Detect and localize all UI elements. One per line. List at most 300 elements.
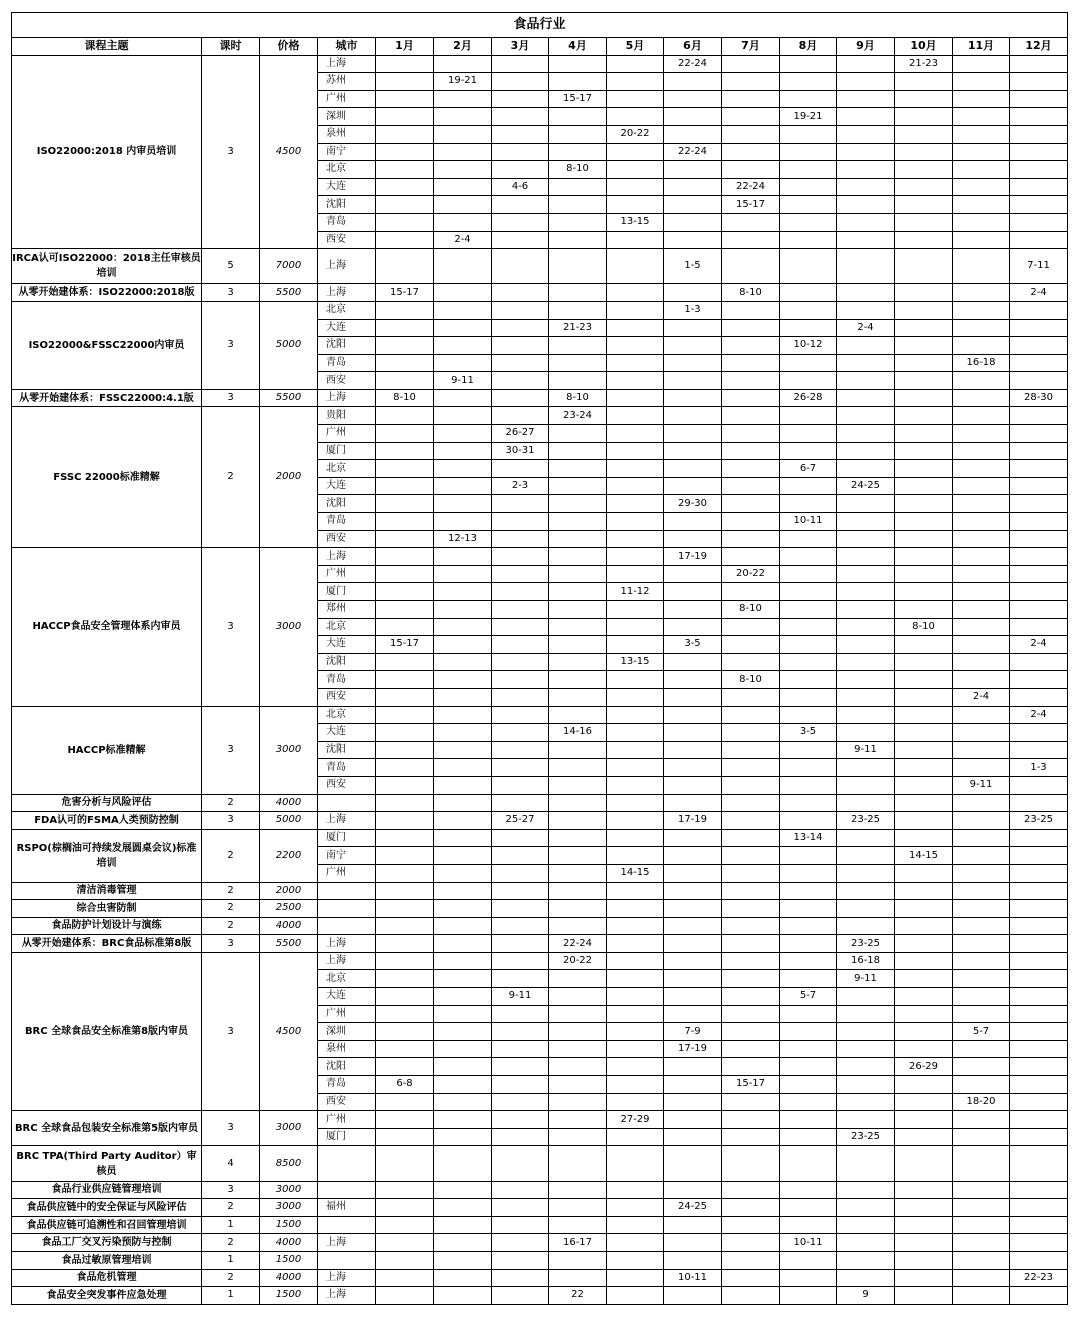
date-cell [376,829,434,847]
date-cell [780,1111,837,1129]
date-cell [664,1181,722,1199]
date-cell [376,513,434,531]
date-cell [780,1269,837,1287]
course-name: 食品行业供应链管理培训 [12,1181,202,1199]
date-cell [376,1005,434,1023]
city-cell: 西安 [318,231,376,249]
date-cell [434,618,492,636]
date-cell [549,108,607,126]
date-cell [549,565,607,583]
date-cell [722,1287,780,1305]
course-price: 2200 [260,829,318,882]
date-cell [376,161,434,179]
date-cell [434,1251,492,1269]
date-cell [837,583,895,601]
date-cell [664,671,722,689]
course-hours: 2 [202,407,260,548]
date-cell [780,847,837,865]
date-cell: 19-21 [434,73,492,91]
date-cell [434,442,492,460]
date-cell [664,513,722,531]
date-cell [953,319,1010,337]
date-cell [664,1058,722,1076]
date-cell [895,337,953,355]
city-cell: 上海 [318,935,376,953]
date-cell: 21-23 [549,319,607,337]
date-cell: 6-8 [376,1076,434,1094]
date-cell [664,1216,722,1234]
date-cell [607,284,664,302]
date-cell [549,636,607,654]
date-cell [953,1287,1010,1305]
date-cell [607,812,664,830]
date-cell [664,759,722,777]
date-cell [664,161,722,179]
date-cell [780,1005,837,1023]
date-cell [549,829,607,847]
date-cell [664,425,722,443]
column-header: 6月 [664,38,722,56]
date-cell [549,337,607,355]
date-cell: 30-31 [492,442,549,460]
date-cell: 22-24 [549,935,607,953]
date-cell [549,847,607,865]
date-cell [434,1111,492,1129]
table-row [12,1181,1068,1199]
date-cell [780,1128,837,1146]
date-cell [376,794,434,812]
date-cell [607,249,664,284]
date-cell [953,73,1010,91]
date-cell [722,706,780,724]
date-cell [1010,530,1068,548]
date-cell [953,864,1010,882]
date-cell [895,354,953,372]
date-cell [722,407,780,425]
date-cell [780,178,837,196]
course-name: 从零开始建体系：FSSC22000:4.1版 [12,389,202,407]
date-cell: 16-18 [837,952,895,970]
date-cell [780,618,837,636]
date-cell [780,143,837,161]
date-cell [492,495,549,513]
date-cell: 8-10 [722,601,780,619]
date-cell [1010,301,1068,319]
date-cell [1010,477,1068,495]
date-cell: 6-7 [780,460,837,478]
course-price: 2000 [260,882,318,900]
date-cell [1010,970,1068,988]
date-cell [895,917,953,935]
date-cell [780,372,837,390]
date-cell [953,653,1010,671]
date-cell [837,55,895,73]
date-cell [492,1111,549,1129]
date-cell: 24-25 [837,477,895,495]
date-cell [492,213,549,231]
course-name: ISO22000&FSSC22000内审员 [12,301,202,389]
date-cell [837,354,895,372]
date-cell [780,935,837,953]
date-cell [837,495,895,513]
date-cell [607,460,664,478]
date-cell [1010,565,1068,583]
date-cell [837,90,895,108]
date-cell [492,372,549,390]
date-cell: 14-15 [607,864,664,882]
date-cell [895,935,953,953]
date-cell [1010,319,1068,337]
date-cell [837,196,895,214]
course-hours: 1 [202,1287,260,1305]
city-cell: 沈阳 [318,495,376,513]
date-cell [780,530,837,548]
table-row [12,1111,1068,1129]
course-price: 1500 [260,1287,318,1305]
date-cell [549,548,607,566]
date-cell [549,618,607,636]
date-cell [780,1181,837,1199]
course-price: 2000 [260,407,318,548]
date-cell [434,284,492,302]
date-cell [780,407,837,425]
date-cell [837,1181,895,1199]
date-cell [607,970,664,988]
date-cell [607,794,664,812]
date-cell [664,1005,722,1023]
course-hours: 2 [202,829,260,882]
date-cell [492,741,549,759]
course-name: 食品过敏原管理培训 [12,1251,202,1269]
city-cell: 大连 [318,636,376,654]
date-cell [376,1181,434,1199]
date-cell [607,477,664,495]
date-cell [953,1251,1010,1269]
course-name: BRC 全球食品包装安全标准第5版内审员 [12,1111,202,1146]
date-cell [376,653,434,671]
date-cell [607,55,664,73]
date-cell [492,1093,549,1111]
date-cell: 19-21 [780,108,837,126]
date-cell [953,284,1010,302]
date-cell [434,794,492,812]
date-cell [722,741,780,759]
date-cell [664,952,722,970]
table-row [12,55,1068,73]
date-cell [780,442,837,460]
date-cell [664,90,722,108]
course-hours: 1 [202,1216,260,1234]
date-cell [895,900,953,918]
date-cell [953,829,1010,847]
date-cell [895,988,953,1006]
date-cell [434,90,492,108]
date-cell [607,724,664,742]
date-cell [953,935,1010,953]
date-cell [492,319,549,337]
date-cell: 9-11 [492,988,549,1006]
date-cell [376,196,434,214]
date-cell [376,460,434,478]
date-cell [492,1181,549,1199]
date-cell [492,55,549,73]
header-row [12,38,1068,56]
date-cell: 22-23 [1010,1269,1068,1287]
date-cell [664,460,722,478]
date-cell [722,952,780,970]
date-cell [607,231,664,249]
city-cell: 青岛 [318,513,376,531]
date-cell: 13-15 [607,213,664,231]
date-cell [376,864,434,882]
course-name: 从零开始建体系：ISO22000:2018版 [12,284,202,302]
date-cell [837,1146,895,1181]
table-row [12,284,1068,302]
date-cell [722,988,780,1006]
course-price: 4500 [260,952,318,1110]
date-cell [722,161,780,179]
city-cell: 上海 [318,249,376,284]
date-cell [664,741,722,759]
date-cell [953,125,1010,143]
date-cell [607,1040,664,1058]
date-cell: 15-17 [722,1076,780,1094]
date-cell [492,618,549,636]
date-cell [376,1093,434,1111]
course-name: 从零开始建体系：BRC食品标准第8版 [12,935,202,953]
column-header: 城市 [318,38,376,56]
date-cell [1010,1146,1068,1181]
date-cell [376,706,434,724]
city-cell: 深圳 [318,1023,376,1041]
date-cell [492,1287,549,1305]
date-cell [492,1234,549,1252]
date-cell [1010,231,1068,249]
city-cell: 上海 [318,284,376,302]
date-cell [837,1111,895,1129]
date-cell [895,1040,953,1058]
date-cell [607,90,664,108]
date-cell [434,601,492,619]
date-cell [376,900,434,918]
table-row [12,548,1068,566]
date-cell [837,988,895,1006]
date-cell: 1-5 [664,249,722,284]
date-cell [780,583,837,601]
date-cell [664,1076,722,1094]
course-price: 3000 [260,1111,318,1146]
date-cell: 10-11 [780,513,837,531]
date-cell [1010,829,1068,847]
date-cell [1010,882,1068,900]
date-cell [895,583,953,601]
date-cell [492,917,549,935]
date-cell [492,759,549,777]
date-cell [376,688,434,706]
city-cell: 广州 [318,864,376,882]
date-cell [953,548,1010,566]
date-cell [376,213,434,231]
date-cell [953,1181,1010,1199]
date-cell [549,882,607,900]
date-cell [953,178,1010,196]
date-cell [895,213,953,231]
date-cell [434,1058,492,1076]
date-cell [434,882,492,900]
date-cell [664,1146,722,1181]
date-cell [664,847,722,865]
date-cell [492,636,549,654]
date-cell [722,389,780,407]
date-cell: 2-4 [1010,706,1068,724]
date-cell [780,970,837,988]
date-cell [549,143,607,161]
date-cell [664,917,722,935]
date-cell [837,1199,895,1217]
column-header: 5月 [607,38,664,56]
date-cell [434,301,492,319]
date-cell [492,653,549,671]
date-cell [1010,935,1068,953]
column-header: 课时 [202,38,260,56]
date-cell [549,1076,607,1094]
date-cell [1010,425,1068,443]
course-name: 食品防护计划设计与演练 [12,917,202,935]
date-cell [434,425,492,443]
date-cell [722,460,780,478]
date-cell [607,530,664,548]
date-cell [895,724,953,742]
course-price: 8500 [260,1146,318,1181]
date-cell [549,460,607,478]
date-cell [895,161,953,179]
date-cell [549,1146,607,1181]
date-cell [376,847,434,865]
date-cell [722,724,780,742]
date-cell [722,372,780,390]
date-cell [492,90,549,108]
city-cell: 北京 [318,970,376,988]
date-cell [780,1093,837,1111]
date-cell [376,178,434,196]
date-cell [780,55,837,73]
date-cell [607,829,664,847]
date-cell [376,1251,434,1269]
date-cell [895,477,953,495]
date-cell [664,178,722,196]
date-cell [722,1234,780,1252]
date-cell [953,249,1010,284]
date-cell [837,178,895,196]
date-cell: 16-18 [953,354,1010,372]
date-cell [549,125,607,143]
date-cell [780,706,837,724]
date-cell [1010,1093,1068,1111]
date-cell [434,917,492,935]
date-cell [837,688,895,706]
date-cell [953,407,1010,425]
date-cell: 23-25 [1010,812,1068,830]
date-cell [492,706,549,724]
date-cell [376,125,434,143]
date-cell: 22-24 [664,143,722,161]
course-hours: 4 [202,1146,260,1181]
date-cell [664,354,722,372]
date-cell [837,143,895,161]
city-cell [318,1251,376,1269]
date-cell [434,548,492,566]
date-cell [953,882,1010,900]
date-cell [492,776,549,794]
date-cell [492,196,549,214]
date-cell [607,1005,664,1023]
date-cell [607,935,664,953]
course-price: 4500 [260,55,318,249]
date-cell: 8-10 [549,161,607,179]
date-cell [895,1234,953,1252]
date-cell [837,548,895,566]
date-cell [434,477,492,495]
course-price: 3000 [260,548,318,706]
date-cell [837,1040,895,1058]
course-name: BRC TPA(Third Party Auditor）审核员 [12,1146,202,1181]
date-cell [953,337,1010,355]
column-header: 12月 [1010,38,1068,56]
date-cell [895,1111,953,1129]
date-cell [837,108,895,126]
date-cell [376,1269,434,1287]
date-cell [492,583,549,601]
date-cell [434,1146,492,1181]
date-cell [549,1251,607,1269]
date-cell: 23-25 [837,1128,895,1146]
table-row [12,917,1068,935]
date-cell [953,90,1010,108]
date-cell: 10-11 [780,1234,837,1252]
date-cell: 1-3 [664,301,722,319]
date-cell [492,1146,549,1181]
date-cell [895,688,953,706]
city-cell: 青岛 [318,213,376,231]
date-cell [895,741,953,759]
date-cell [376,1287,434,1305]
date-cell [549,213,607,231]
date-cell [664,688,722,706]
date-cell [492,688,549,706]
date-cell [895,776,953,794]
date-cell [376,671,434,689]
date-cell [1010,776,1068,794]
date-cell [434,460,492,478]
date-cell [780,125,837,143]
date-cell [722,1146,780,1181]
city-cell [318,794,376,812]
date-cell [780,812,837,830]
date-cell [780,671,837,689]
date-cell [434,1216,492,1234]
course-price: 5000 [260,301,318,389]
date-cell [722,917,780,935]
date-cell [492,548,549,566]
date-cell [953,213,1010,231]
date-cell: 26-29 [895,1058,953,1076]
date-cell [722,337,780,355]
date-cell: 22-24 [664,55,722,73]
date-cell [664,73,722,91]
date-cell [434,337,492,355]
date-cell [1010,1128,1068,1146]
date-cell [434,812,492,830]
